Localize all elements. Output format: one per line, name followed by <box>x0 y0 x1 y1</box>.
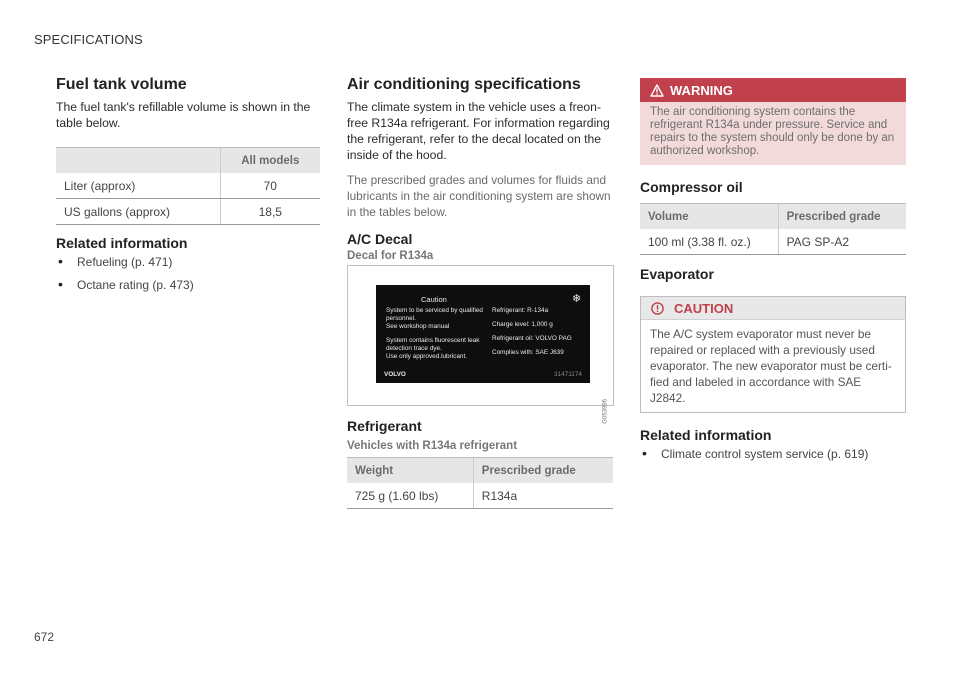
running-header: SPECIFICATIONS <box>34 32 143 47</box>
table-cell: PAG SP-A2 <box>778 229 906 255</box>
related-link[interactable]: • Climate control system service (p. 619) <box>640 447 906 462</box>
table-cell: 725 g (1.60 lbs) <box>347 483 473 509</box>
fuel-section <box>56 76 320 301</box>
related-info-title: Related information <box>56 235 188 251</box>
compressor-table <box>640 203 906 255</box>
ac-intro: The climate system in the vehicle uses a freon-free R134a refrigerant. For information regarding the refrigerant, refer to the decal located on the inside of the hood. <box>347 100 610 162</box>
table-header-row <box>347 458 613 484</box>
decal-line: Refrigerant: R-134a <box>492 307 549 314</box>
r134a-decal <box>376 285 590 383</box>
compressor-heading: Compressor oil <box>640 179 743 195</box>
refrigerant-heading: Refrigerant <box>347 418 422 434</box>
refrigerant-section <box>347 418 613 509</box>
right-column <box>640 78 906 470</box>
evaporator-heading: Evaporator <box>640 266 714 282</box>
exclamation-circle-icon <box>651 302 664 315</box>
warning-label: WARNING <box>670 82 733 98</box>
decal-line: Charge level: 1,000 g <box>492 321 553 328</box>
table-header-cell: Prescribed grade <box>473 458 613 484</box>
caution-label: CAUTION <box>674 300 734 316</box>
ac-title: Air conditioning specifications <box>347 76 581 93</box>
warning-body <box>640 102 906 165</box>
caution-text: The A/C system evaporator must never be repaired or replaced with a previously used evaporator. The new evaporator must be certi-fied and labeled in accordance with SAE J2842. <box>650 327 892 405</box>
warning-triangle-icon <box>650 84 664 97</box>
table-cell: 70 <box>220 173 320 199</box>
table-header-cell: Weight <box>347 458 473 484</box>
table-cell: Liter (approx) <box>56 173 220 199</box>
table-cell: 18,5 <box>220 199 320 225</box>
fuel-intro: The fuel tank's refillable volume is shown in the table below. <box>56 100 311 130</box>
decal-line: See workshop manual <box>386 323 450 330</box>
table-header-cell: All models <box>220 148 320 174</box>
related-link[interactable]: • Octane rating (p. 473) <box>56 278 320 293</box>
table-row <box>56 199 320 225</box>
decal-brand: VOLVO <box>384 371 406 378</box>
table-header-row <box>640 204 906 230</box>
related-links <box>640 447 906 462</box>
decal-line: Refrigerant oil: VOLVO PAG <box>492 335 572 342</box>
table-header-cell <box>56 148 220 174</box>
table-row <box>347 483 613 509</box>
warning-box <box>640 78 906 165</box>
decal-line: Complies with: SAE J639 <box>492 349 564 356</box>
related-links <box>56 255 320 293</box>
related-link[interactable]: • Refueling (p. 471) <box>56 255 320 270</box>
decal-line: System to be serviced by qualified <box>386 307 483 314</box>
fuel-table <box>56 147 320 225</box>
refrigerant-table <box>347 457 613 509</box>
warning-text: The air conditioning system contains the refrigerant R134a under pressure. Service and repairs to the system should only be done by an authorized workshop. <box>650 106 895 157</box>
table-header-row <box>56 148 320 174</box>
ac-intro-2: The prescribed grades and volumes for fluids and lubricants in the air conditioning system are shown in the tables below. <box>347 173 611 219</box>
table-row <box>56 173 320 199</box>
table-header-cell: Volume <box>640 204 778 230</box>
snowflake-icon: ❄ <box>572 293 582 305</box>
caution-header <box>641 297 905 320</box>
table-cell: 100 ml (3.38 fl. oz.) <box>640 229 778 255</box>
fuel-title: Fuel tank volume <box>56 76 187 93</box>
decal-subheading: Decal for R134a <box>347 250 434 262</box>
warning-header <box>640 78 906 102</box>
decal-heading: A/C Decal <box>347 231 413 247</box>
caution-box <box>640 296 906 413</box>
table-row <box>640 229 906 255</box>
caution-body <box>641 320 905 412</box>
related-info-title: Related information <box>640 427 772 443</box>
table-cell: US gallons (approx) <box>56 199 220 225</box>
decal-part-number: 31471174 <box>554 371 582 378</box>
decal-line: System contains fluorescent leak <box>386 337 480 344</box>
decal-line: personnel. <box>386 315 416 322</box>
table-header-cell: Prescribed grade <box>778 204 906 230</box>
refrigerant-subheading: Vehicles with R134a refrigerant <box>347 440 518 452</box>
table-cell: R134a <box>473 483 613 509</box>
decal-caution: Caution <box>421 295 447 304</box>
decal-line: Use only approved.lubricant. <box>386 353 467 360</box>
page-number: 672 <box>34 630 55 644</box>
image-code: G053996 <box>603 399 609 424</box>
decal-line: detection trace dye. <box>386 345 442 352</box>
ac-section <box>347 76 613 262</box>
decal-illustration <box>347 265 614 424</box>
